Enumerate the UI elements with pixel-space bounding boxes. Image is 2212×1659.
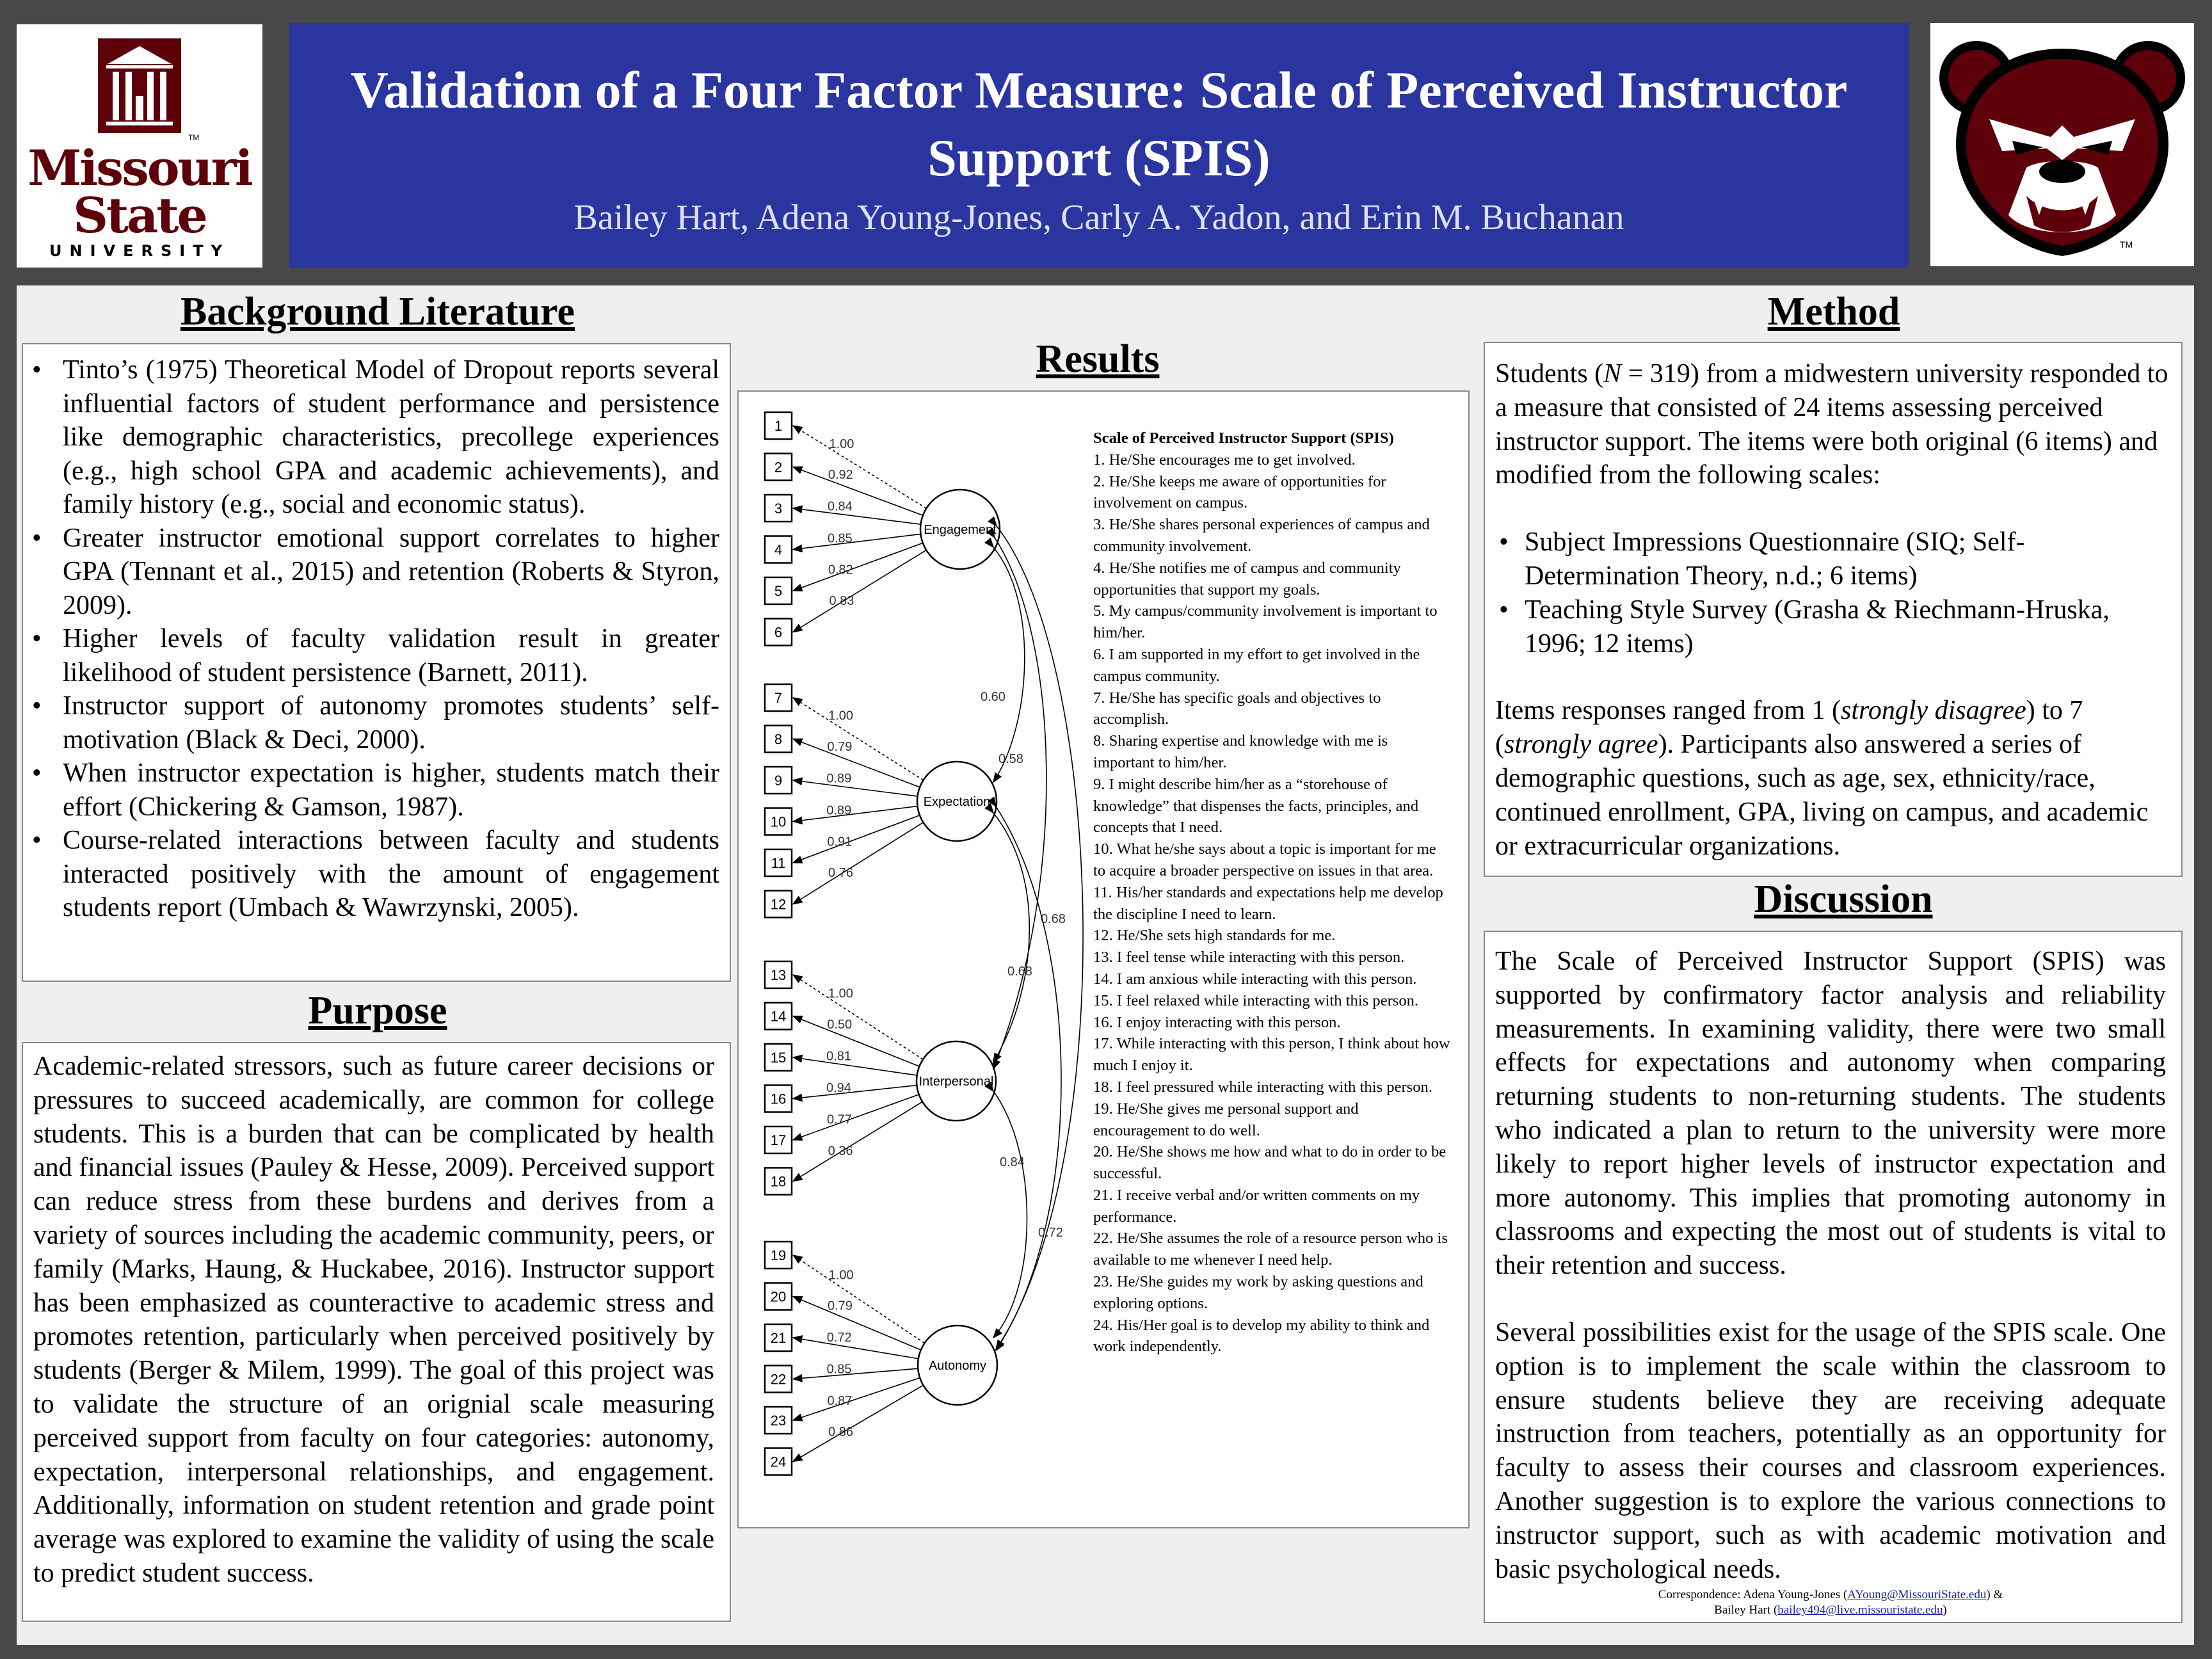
loading-value: 0.79 xyxy=(827,1299,853,1313)
method-box xyxy=(1484,342,2183,877)
item-number-label: 14 xyxy=(770,1008,787,1025)
item-number-label: 20 xyxy=(770,1288,787,1305)
purpose-text: Academic-related stressors, such as future career decisions or pressures to succeed academically, are common for college students. This is a burden that can be complicated by health and financial issues (Pauley & Hesse, 2009). Perceived support can reduce stress from these burdens and derives from a variety of sources including the academic community, peers, or family (Marks, Haung, & Huckabee, 2016). Instructor support has been emphasized as counteractive to academic stress and promotes retention, particularly when perceived positively by students (Berger & Milem, 1999). The goal of this project was to validate the structure of an orignial scale measuring perceived support from faculty on four categories: autonomy, expectation, interpersonal relationships, and engagement. Additionally, information on student retention and grade point average was explored to examine the validity of using the scale to predict student success. xyxy=(33,1052,714,1588)
item-number-label: 17 xyxy=(770,1132,787,1148)
item-number-label: 13 xyxy=(770,967,787,983)
loading-arrow xyxy=(793,1297,921,1350)
loading-arrow xyxy=(793,543,923,591)
bear-logo xyxy=(1930,23,2194,266)
background-item: • When instructor expectation is higher, students match their effort (Chickering & Gamson, 1987). xyxy=(28,757,719,824)
spis-item: 2. He/She keeps me aware of opportunities for involvement on campus. xyxy=(1093,472,1386,512)
loading-arrow xyxy=(793,1016,919,1067)
spis-item: 7. He/She has specific goals and objectives to accomplish. xyxy=(1093,689,1381,728)
correlation-value: 0.84 xyxy=(1000,1155,1025,1169)
correspondence-line-1 xyxy=(1495,1587,2166,1603)
title-bar xyxy=(289,23,1909,268)
loading-arrow xyxy=(793,815,920,863)
background-item: • Instructor support of autonomy promotes students’ self-motivation (Black & Deci, 2000). xyxy=(28,689,719,757)
background-list xyxy=(28,353,719,925)
results-heading: Results xyxy=(1036,337,1160,381)
spis-title: Scale of Perceived Instructor Support (SPIS) xyxy=(1093,429,1394,447)
correlation-arc xyxy=(993,547,1025,782)
method-anchor-agree: strongly agree xyxy=(1504,730,1658,760)
method-scale-item: • Teaching Style Survey (Grasha & Riechmann-Hruska, 1996; 12 items) xyxy=(1495,593,2170,661)
item-number-label: 18 xyxy=(770,1173,787,1190)
discussion-box xyxy=(1484,931,2183,1623)
loading-arrow xyxy=(793,508,920,524)
item-number-label: 12 xyxy=(770,896,787,913)
spis-item: 4. He/She notifies me of campus and community opportunities that support my goals. xyxy=(1093,559,1401,598)
spis-item: 16. I enjoy interacting with this person. xyxy=(1093,1013,1341,1031)
correlation-value: 0.60 xyxy=(981,690,1006,704)
loading-arrow xyxy=(793,975,923,1059)
loading-value: 0.86 xyxy=(828,1425,853,1439)
correspondence-text: ) xyxy=(1943,1603,1947,1617)
email-link-ayoung[interactable]: AYoung@MissouriState.edu xyxy=(1847,1588,1987,1602)
loading-arrow xyxy=(793,780,918,796)
loading-arrow xyxy=(793,550,926,632)
loading-value: 0.87 xyxy=(827,1394,853,1409)
loading-arrow xyxy=(793,426,926,508)
loading-arrow xyxy=(793,822,923,904)
purpose-box xyxy=(22,1042,731,1622)
loading-value: 0.92 xyxy=(828,468,853,483)
loading-value: 0.36 xyxy=(828,1144,853,1158)
method-paragraph-1 xyxy=(1495,357,2170,492)
method-anchor-disagree: strongly disagree xyxy=(1841,696,2026,726)
item-number-label: 21 xyxy=(770,1330,787,1346)
item-number-label: 10 xyxy=(770,813,787,830)
loading-value: 0.91 xyxy=(827,835,853,849)
poster-title: Validation of a Four Factor Measure: Scale of Perceived Instructor Support (SPIS) xyxy=(350,61,1848,187)
loading-value: 0.94 xyxy=(826,1081,851,1096)
method-scale-item: • Subject Impressions Questionnaire (SIQ; Self-Determination Theory, n.d.; 6 items) xyxy=(1495,525,2170,593)
spis-item: 22. He/She assumes the role of a resource person who is available to me whenever I need help. xyxy=(1093,1230,1448,1269)
spis-item: 13. I feel tense while interacting with this person. xyxy=(1093,949,1405,966)
loading-arrow xyxy=(793,698,924,780)
loading-value: 0.81 xyxy=(826,1049,852,1064)
loading-value: 0.79 xyxy=(827,740,853,755)
spis-item: 1. He/She encourages me to get involved. xyxy=(1093,451,1356,469)
loading-value: 1.00 xyxy=(829,437,854,451)
method-heading: Method xyxy=(1767,290,1900,333)
spis-item: 18. I feel pressured while interacting with this person. xyxy=(1093,1078,1432,1096)
correspondence-text: ) & xyxy=(1986,1588,2003,1602)
loading-value: 0.77 xyxy=(827,1112,852,1127)
loading-value: 0.89 xyxy=(826,771,852,786)
item-number-label: 22 xyxy=(770,1371,787,1388)
method-paragraph-2 xyxy=(1495,694,2170,863)
loading-value: 0.85 xyxy=(826,1362,852,1377)
spis-item: 21. I receive verbal and/or written comments on my performance. xyxy=(1093,1186,1420,1226)
correspondence-line-2 xyxy=(1495,1603,2166,1618)
loading-value: 0.76 xyxy=(828,866,853,881)
item-number-label: 16 xyxy=(770,1091,787,1107)
loading-arrow xyxy=(793,1368,918,1379)
spis-item: 19. He/She gives me personal support and encouragement to do well. xyxy=(1093,1100,1359,1139)
loading-arrow xyxy=(793,1385,923,1461)
item-number-label: 15 xyxy=(770,1050,787,1066)
correlation-arc xyxy=(993,538,1046,1069)
loading-value: 0.50 xyxy=(827,1018,853,1032)
item-number-label: 5 xyxy=(774,583,783,599)
spis-item: 9. I might describe him/her as a “storehouse of knowledge” that dispenses the facts, principles, and concepts that I need. xyxy=(1093,775,1419,837)
spis-item: 3. He/She shares personal experiences of campus and community involvement. xyxy=(1093,516,1430,555)
item-number-label: 11 xyxy=(771,855,786,871)
logo-tm: TM xyxy=(188,133,200,142)
factor-label: Autonomy xyxy=(928,1359,987,1373)
loading-value: 0.84 xyxy=(827,499,853,514)
item-number-label: 7 xyxy=(774,690,783,706)
background-item: • Course-related interactions between faculty and students interacted positively with the amount of engagement students report (Umbach & Wawrzynski, 2005). xyxy=(28,824,719,925)
logo-word-university: UNIVERSITY xyxy=(49,242,230,260)
correlation-arc xyxy=(993,813,1029,1062)
method-text: Items responses ranged from 1 ( xyxy=(1495,696,1841,726)
logo-word-missouri: Missouri xyxy=(28,140,252,196)
spis-item: 23. He/She guides my work by asking questions and exploring options. xyxy=(1093,1273,1423,1312)
loading-value: 0.85 xyxy=(827,531,853,546)
poster-authors: Bailey Hart, Adena Young-Jones, Carly A. Yadon, and Erin M. Buchanan xyxy=(573,198,1624,237)
spis-item: 11. His/her standards and expectations help me develop the discipline I need to learn. xyxy=(1093,883,1443,923)
purpose-heading: Purpose xyxy=(308,989,447,1032)
discussion-heading: Discussion xyxy=(1754,878,1933,921)
item-number-label: 9 xyxy=(774,773,783,789)
discussion-paragraph-1: The Scale of Perceived Instructor Support (SPIS) was supported by confirmatory factor analysis and reliability measurements. In examining validity, there were two small effects for expectations and autonomy when comparing returning students to non-returning students. The students who indicated a plan to return to the university were more likely to report higher levels of instructor expectation and more autonomy. This implies that promoting autonomy in classrooms and expecting the most out of students is vital to their retention and success. xyxy=(1495,947,2166,1281)
loading-arrow xyxy=(793,1102,922,1181)
spis-item: 12. He/She sets high standards for me. xyxy=(1093,927,1336,945)
factor-label: Interpersonal xyxy=(918,1075,994,1089)
item-number-label: 8 xyxy=(774,731,783,748)
background-item: • Greater instructor emotional support correlates to higher GPA (Tennant et al., 2015) and retention (Roberts & Styron, 2009). xyxy=(28,522,719,623)
spis-items-list xyxy=(1093,428,1452,1358)
loading-arrow xyxy=(793,739,920,787)
item-number-label: 4 xyxy=(774,541,783,558)
loading-value: 0.89 xyxy=(826,803,852,818)
spis-item: 14. I am anxious while interacting with this person. xyxy=(1093,970,1417,988)
loading-arrow xyxy=(793,534,920,549)
bear-logo-tm: TM xyxy=(2120,239,2133,250)
item-number-label: 6 xyxy=(774,624,783,641)
method-scales-list xyxy=(1495,525,2170,661)
item-number-label: 3 xyxy=(774,501,783,517)
loading-value: 1.00 xyxy=(828,1268,854,1283)
factor-label: Engagement xyxy=(924,523,997,537)
correlation-arc xyxy=(996,806,1061,1349)
bear-head-icon xyxy=(1930,23,2194,266)
spis-item: 5. My campus/community involvement is important to him/her. xyxy=(1093,602,1438,642)
loading-arrow xyxy=(793,1378,920,1420)
spis-item: 17. While interacting with this person, I think about how much I enjoy it. xyxy=(1093,1035,1450,1075)
loading-arrow xyxy=(793,1086,917,1099)
logo-word-state: State xyxy=(73,187,206,244)
spis-item: 20. He/She shows me how and what to do in order to be successful. xyxy=(1093,1143,1447,1183)
correspondence-text: Correspondence: Adena Young-Jones ( xyxy=(1658,1588,1848,1602)
loading-value: 1.00 xyxy=(828,709,854,723)
spis-item: 8. Sharing expertise and knowledge with me is important to him/her. xyxy=(1093,732,1388,771)
item-number-label: 23 xyxy=(770,1413,787,1429)
method-text: ). Participants also answered a series of demographic questions, such as age, sex, ethnicity/race, continued enrollment, GPA, living on campus, and academic or extracurricular organizations. xyxy=(1495,730,2149,861)
discussion-paragraph-2: Several possibilities exist for the usage of the SPIS scale. One option is to implement the scale within the classroom to ensure students believe they are receiving adequate instruction from teachers, potentially as an opportunity for faculty to assess their courses and classroom experiences. Another suggestion is to explore the various connections to instructor support, such as with academic motivation and basic psychological needs. xyxy=(1495,1317,2166,1584)
loading-arrow xyxy=(793,1255,924,1343)
loading-arrow xyxy=(793,467,923,516)
background-item: • Higher levels of faculty validation result in greater likelihood of student persistence (Barnett, 2011). xyxy=(28,622,719,689)
method-text: ) to 7 ( xyxy=(1495,696,2083,760)
background-box xyxy=(22,343,731,982)
correspondence-text: Bailey Hart ( xyxy=(1714,1603,1778,1617)
email-link-bailey[interactable]: bailey494@live.missouristate.edu xyxy=(1777,1603,1943,1617)
background-heading: Background Literature xyxy=(180,290,575,333)
factor-label: Expectation xyxy=(923,795,991,809)
method-n-symbol: N xyxy=(1603,359,1622,389)
correlation-value: 0.68 xyxy=(1007,965,1032,979)
method-text: Students ( xyxy=(1495,359,1604,389)
item-number-label: 1 xyxy=(774,418,783,434)
loading-value: 0.72 xyxy=(826,1330,852,1345)
loading-arrow xyxy=(793,1094,919,1140)
loading-value: 1.00 xyxy=(828,986,853,1001)
loading-arrow xyxy=(793,806,917,822)
spis-item: 24. His/Her goal is to develop my ability to think and work independently. xyxy=(1093,1316,1430,1356)
loading-value: 0.82 xyxy=(828,563,853,577)
spis-item: 10. What he/she says about a topic is important for me to acquire a broader perspective on issues in that area. xyxy=(1093,840,1436,879)
item-number-label: 19 xyxy=(770,1247,787,1263)
spis-item: 6. I am supported in my effort to get involved in the campus community. xyxy=(1093,645,1420,685)
loading-value: 0.83 xyxy=(829,594,854,609)
correlation-value: 0.72 xyxy=(1038,1226,1063,1240)
cfa-path-diagram xyxy=(737,390,1096,1528)
correlation-value: 0.68 xyxy=(1041,912,1066,926)
background-item: • Tinto’s (1975) Theoretical Model of Dropout reports several influential factors of student performance and persistence like demographic characteristics, precollege experiences (e.g., high school GPA and academic achievements), and family history (e.g., social and economic status). xyxy=(28,353,719,522)
spis-item: 15. I feel relaxed while interacting with this person. xyxy=(1093,991,1419,1009)
missouri-state-logo xyxy=(17,24,262,268)
correlation-value: 0.58 xyxy=(998,752,1023,766)
loading-arrow xyxy=(793,1057,917,1075)
item-number-label: 2 xyxy=(774,459,783,476)
item-number-label: 24 xyxy=(770,1454,787,1470)
method-text: = 319) from a midwestern university responded to a measure that consisted of 24 items assessing perceived instructor support. The items were both original (6 items) and modified from the following scales: xyxy=(1495,359,2168,490)
correspondence xyxy=(1495,1587,2166,1618)
